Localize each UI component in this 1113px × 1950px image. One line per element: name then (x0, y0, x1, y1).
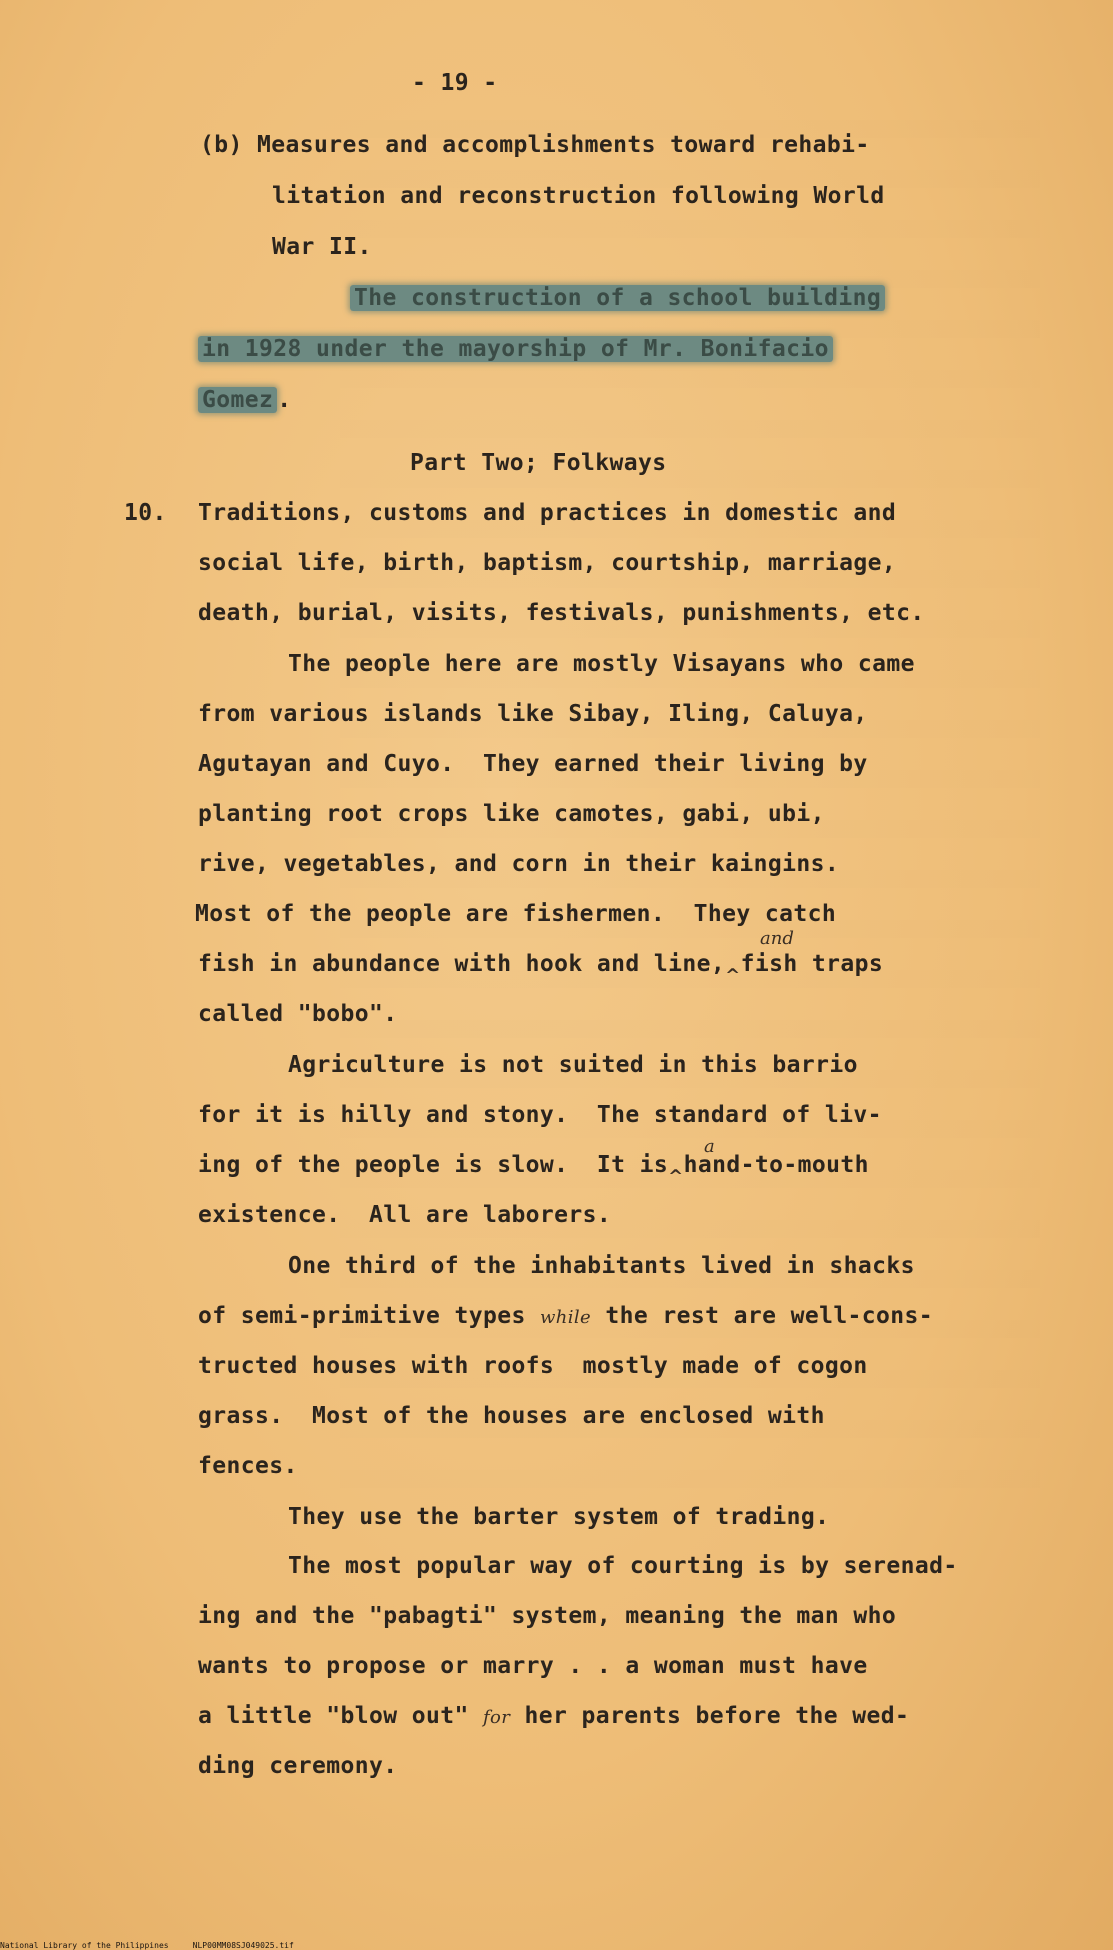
page-number: - 19 - (412, 70, 498, 96)
para2-line-3a: ing of the people is slow. It is (198, 1152, 669, 1178)
handwritten-insert-a: a (704, 1136, 715, 1157)
section-b-line-3: War II. (272, 234, 372, 260)
strike-through-3: Gomez (198, 387, 277, 413)
para1-line-1: The people here are mostly Visayans who came (288, 651, 915, 677)
para1-line-2: from various islands like Sibay, Iling, Caluya, (198, 701, 868, 727)
para1-line-5: rive, vegetables, and corn in their kaingins. (198, 851, 840, 877)
para5-line-4a: a little "blow out" (198, 1703, 469, 1729)
para2-line-1: Agriculture is not suited in this barrio (288, 1052, 858, 1078)
strike-through-1: The construction of a school building (350, 285, 885, 311)
para2-line-3 (198, 1152, 869, 1187)
para1-line-4: planting root crops like camotes, gabi, ubi, (198, 801, 825, 827)
struck-text-line-3 (198, 387, 292, 413)
handwritten-insert-while: while (539, 1307, 592, 1328)
para1-line-3: Agutayan and Cuyo. They earned their living by (198, 751, 868, 777)
para3-line-5: fences. (198, 1453, 298, 1479)
para5-line-1: The most popular way of courting is by serenad- (288, 1553, 958, 1579)
strike-through-2: in 1928 under the mayorship of Mr. Bonifacio (198, 336, 833, 362)
para3-line-2 (198, 1303, 933, 1329)
para5-line-3: wants to propose or marry . . a woman must have (198, 1653, 868, 1679)
para3-line-1: One third of the inhabitants lived in shacks (288, 1253, 915, 1279)
para1-line-8: called "bobo". (198, 1001, 398, 1027)
para4: They use the barter system of trading. (288, 1504, 830, 1530)
para3-line-3: tructed houses with roofs mostly made of cogon (198, 1353, 868, 1379)
item10-line-1: Traditions, customs and practices in domestic and (198, 500, 897, 526)
para5-line-4b: her parents before the wed- (524, 1703, 910, 1729)
para1-line-7a: fish in abundance with hook and line, (198, 951, 726, 977)
para2-line-4: existence. All are laborers. (198, 1202, 612, 1228)
para5-line-2: ing and the "pabagti" system, meaning the man who (198, 1603, 897, 1629)
item10-line-2: social life, birth, baptism, courtship, marriage, (198, 550, 897, 576)
struck-text-line-2 (198, 336, 833, 362)
para1-line-7b: fish traps (740, 951, 884, 977)
para3-line-4: grass. Most of the houses are enclosed with (198, 1403, 825, 1429)
para1-line-7 (198, 951, 884, 986)
struck-text-line-1 (350, 285, 885, 311)
struck-period: . (277, 387, 292, 413)
insertion-caret: ^ (725, 965, 741, 986)
para2-line-3b: hand-to-mouth (683, 1152, 869, 1178)
handwritten-insert-for: for (482, 1707, 511, 1728)
para3-line-2b: the rest are well-cons- (605, 1303, 934, 1329)
section-b-line-2: litation and reconstruction following World (272, 183, 885, 209)
handwritten-insert-and: and (760, 928, 794, 949)
para5-line-4 (198, 1703, 909, 1729)
item10-line-3: death, burial, visits, festivals, punishments, etc. (198, 600, 925, 626)
insertion-caret-2: ^ (668, 1166, 684, 1187)
para5-line-5: ding ceremony. (198, 1753, 398, 1779)
item-number: 10. (124, 500, 167, 526)
part-heading: Part Two; Folkways (410, 450, 667, 476)
section-b-line-1: (b) Measures and accomplishments toward rehabi- (200, 132, 870, 158)
para1-line-6: Most of the people are fishermen. They catch (195, 901, 837, 927)
para3-line-2a: of semi-primitive types (198, 1303, 526, 1329)
para2-line-2: for it is hilly and stony. The standard of liv- (198, 1102, 882, 1128)
archive-footer: National Library of the Philippines NLP00MM08SJ049025.tif (0, 1941, 294, 1950)
